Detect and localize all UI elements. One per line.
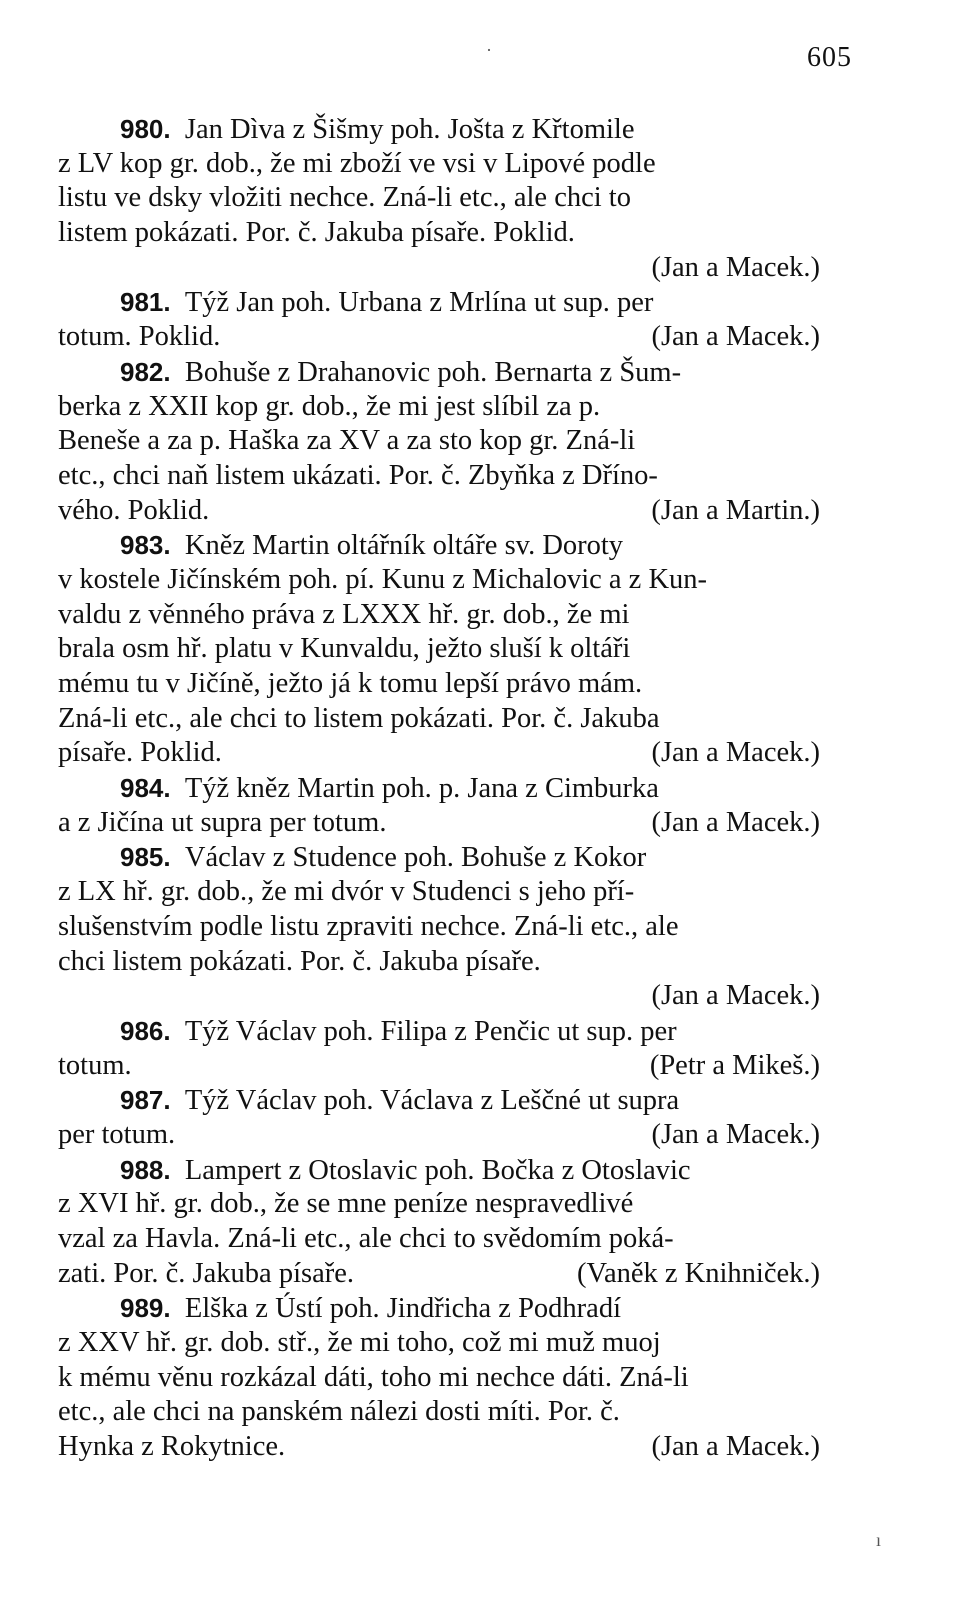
- text-line: [58, 320, 858, 355]
- text-line: [58, 390, 858, 425]
- text-body: [58, 112, 858, 1465]
- text-line: [58, 1049, 858, 1084]
- line-text: Hynka z Rokytnice.: [58, 1431, 286, 1463]
- text-line: [58, 355, 858, 390]
- text-line: [58, 1257, 858, 1292]
- entry-number: 982.: [120, 356, 171, 387]
- entry-number: 984.: [120, 773, 171, 804]
- text-line: [58, 1187, 858, 1222]
- line-text: totum.: [58, 1049, 132, 1081]
- text-line: [58, 1083, 858, 1118]
- line-text: Beneše a za p. Haška za XV a za sto kop gr. Zná-li: [58, 425, 636, 457]
- text-line: [58, 1222, 858, 1257]
- text-line: [58, 771, 858, 806]
- page-number: 605: [807, 42, 852, 73]
- scribe-attribution: (Jan a Macek.): [651, 806, 820, 838]
- text-line: [58, 840, 858, 875]
- text-line: [58, 667, 858, 702]
- text-line: [58, 1430, 858, 1465]
- entry-number: 981.: [120, 287, 171, 318]
- line-text: slušenstvím podle listu zpraviti nechce. Zná-li etc., ale: [58, 910, 679, 942]
- line-text: vzal za Havla. Zná-li etc., ale chci to svědomím poká-: [58, 1223, 674, 1254]
- line-start: [120, 112, 634, 147]
- line-text: v kostele Jičínském poh. pí. Kunu z Michalovic a z Kun-: [58, 563, 708, 595]
- scribe-attribution: (Jan a Macek.): [651, 321, 820, 353]
- scribe-attribution: (Petr a Mikeš.): [649, 1049, 820, 1081]
- entry-number: 986.: [120, 1015, 171, 1046]
- text-line: [58, 181, 858, 216]
- line-text: listu ve dsky vložiti nechce. Zná-li etc., ale chci to: [58, 182, 631, 214]
- line-text: Václav z Studence poh. Bohuše z Kokor: [184, 842, 647, 874]
- text-line: [58, 216, 858, 251]
- line-text: valdu z věnného práva z LXXX hř. gr. dob., že mi: [58, 598, 630, 630]
- line-text: z XXV hř. gr. dob. stř., že mi toho, což mi muž muoj: [58, 1327, 661, 1359]
- line-start: [120, 1014, 677, 1049]
- scribe-attribution: (Jan a Martin.): [651, 494, 820, 526]
- scribe-attribution: (Vaněk z Knihniček.): [577, 1257, 820, 1289]
- entry-number: 985.: [120, 842, 171, 873]
- text-line: [58, 598, 858, 633]
- text-line: [58, 251, 858, 286]
- scribe-attribution: (Jan a Macek.): [651, 1431, 820, 1463]
- scribe-attribution: (Jan a Macek.): [651, 980, 820, 1012]
- line-text: Týž Václav poh. Václava z Leščné ut supra: [184, 1085, 680, 1117]
- line-text: vého. Poklid.: [58, 494, 210, 526]
- line-text: listem pokázati. Por. č. Jakuba písaře. Poklid.: [58, 217, 575, 249]
- line-start: [120, 355, 681, 390]
- scribe-attribution: (Jan a Macek.): [651, 737, 820, 769]
- text-line: [58, 806, 858, 841]
- text-line: [58, 945, 858, 980]
- text-line: [58, 910, 858, 945]
- scribe-attribution: (Jan a Macek.): [651, 251, 820, 283]
- line-text: Týž kněz Martin poh. p. Jana z Cimburka: [184, 773, 659, 805]
- text-line: [58, 459, 858, 494]
- text-line: [58, 1361, 858, 1396]
- text-line: [58, 1118, 858, 1153]
- text-line: [58, 528, 858, 563]
- line-text: z LX hř. gr. dob., že mi dvór v Studenci s jeho pří-: [58, 876, 635, 908]
- text-line: [58, 424, 858, 459]
- line-start: [120, 1083, 679, 1118]
- line-start: [120, 528, 623, 563]
- entry-number: 980.: [120, 114, 171, 144]
- line-text: per totum.: [58, 1118, 176, 1150]
- line-text: z XVI hř. gr. dob., že se mne peníze nespravedlivé: [58, 1188, 634, 1220]
- line-text: k mému věnu rozkázal dáti, toho mi nechce dáti. Zná-li: [58, 1361, 689, 1393]
- text-line: [58, 1395, 858, 1430]
- scribe-attribution: (Jan a Macek.): [651, 1118, 820, 1150]
- stray-mark: ·: [486, 40, 492, 60]
- line-text: a z Jičína ut supra per totum.: [58, 806, 387, 838]
- line-text: chci listem pokázati. Por. č. Jakuba písaře.: [58, 945, 541, 977]
- entry-number: 988.: [120, 1154, 171, 1185]
- line-text: Týž Václav poh. Filipa z Penčic ut sup. per: [184, 1015, 677, 1047]
- line-text: Bohuše z Drahanovic poh. Bernarta z Šum-: [184, 356, 682, 388]
- entry-number: 983.: [120, 530, 171, 561]
- line-text: Elška z Ústí poh. Jindřicha z Podhradí: [184, 1293, 621, 1325]
- entry-number: 987.: [120, 1085, 171, 1116]
- line-start: [120, 1153, 691, 1188]
- text-line: [58, 1326, 858, 1361]
- text-line: [58, 563, 858, 598]
- entry-number: 989.: [120, 1293, 171, 1324]
- line-text: Týž Jan poh. Urbana z Mrlína ut sup. per: [184, 287, 654, 319]
- line-start: [120, 285, 653, 320]
- line-text: Kněz Martin oltářník oltáře sv. Doroty: [184, 530, 624, 562]
- line-text: písaře. Poklid.: [58, 737, 222, 769]
- text-line: [58, 702, 858, 737]
- line-text: zati. Por. č. Jakuba písaře.: [58, 1257, 354, 1289]
- text-line: [58, 494, 858, 529]
- text-line: [58, 1014, 858, 1049]
- line-text: etc., chci naň listem ukázati. Por. č. Zbyňka z Dříno-: [58, 459, 658, 491]
- line-text: brala osm hř. platu v Kunvaldu, ježto sluší k oltáři: [58, 633, 631, 665]
- text-line: [58, 632, 858, 667]
- line-start: [120, 771, 659, 806]
- text-line: [58, 979, 858, 1014]
- text-line: [58, 147, 858, 182]
- line-start: [120, 1291, 621, 1326]
- line-text: Jan Dìva z Šišmy poh. Jošta z Křtomile: [184, 114, 635, 145]
- text-line: [58, 1153, 858, 1188]
- line-start: [120, 840, 646, 875]
- text-line: [58, 736, 858, 771]
- line-text: z LV kop gr. dob., že mi zboží ve vsi v Lipové podle: [58, 147, 656, 179]
- line-text: totum. Poklid.: [58, 321, 221, 353]
- stray-mark: ı: [876, 1530, 882, 1550]
- text-line: [58, 112, 858, 147]
- line-text: etc., ale chci na panském nálezi dosti míti. Por. č.: [58, 1396, 620, 1428]
- text-line: [58, 285, 858, 320]
- line-text: Zná-li etc., ale chci to listem pokázati. Por. č. Jakuba: [58, 702, 660, 734]
- line-text: Lampert z Otoslavic poh. Bočka z Otoslavic: [184, 1154, 691, 1186]
- line-text: berka z XXII kop gr. dob., že mi jest slíbil za p.: [58, 390, 601, 422]
- text-line: [58, 1291, 858, 1326]
- line-text: mému tu v Jičíně, ježto já k tomu lepší právo mám.: [58, 668, 643, 699]
- text-line: [58, 875, 858, 910]
